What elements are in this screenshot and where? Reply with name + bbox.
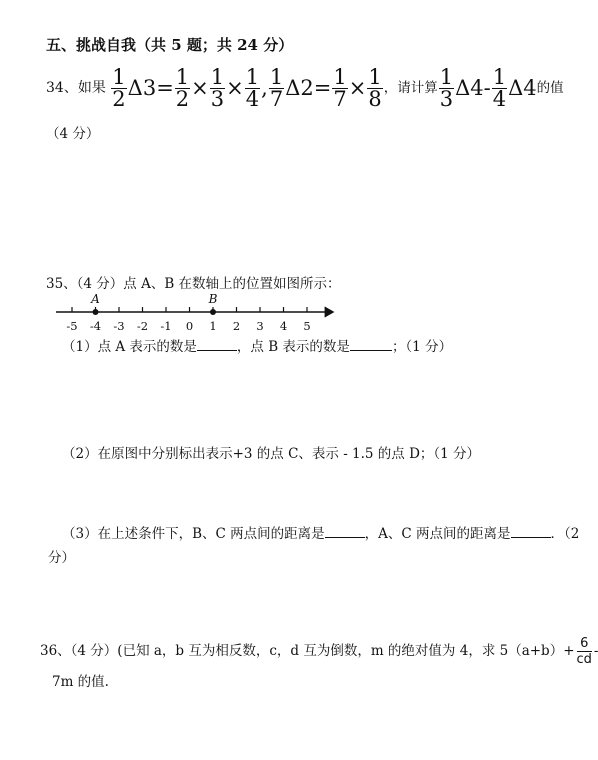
comma: , <box>261 76 268 100</box>
q35-part1-b: ，点 B 表示的数是 <box>236 339 350 355</box>
tick-marks <box>72 307 307 312</box>
tick-label: -3 <box>113 319 125 333</box>
fraction-calc-1-4: $\frac{1}{4}$ <box>492 64 507 111</box>
fraction-1-8: $\frac{1}{8}$ <box>368 64 382 111</box>
tick-label: 0 <box>185 319 194 333</box>
tick-label: 4 <box>279 319 288 333</box>
q35-part3-a: （3）在上述条件下，B、C 两点间的距离是 <box>62 526 325 542</box>
fraction-1-7b: $\frac{1}{7}$ <box>333 64 347 111</box>
fraction-1-4: $\frac{1}{4}$ <box>245 64 260 111</box>
q36-line1-b <box>594 643 598 659</box>
q35-part3-points: 分） <box>48 550 75 566</box>
point-b-dot <box>210 309 216 315</box>
q34-value-text: 的值 <box>536 80 564 96</box>
tick-label: 5 <box>303 319 311 333</box>
point-b-label: B <box>208 292 218 306</box>
tick-label: -5 <box>66 319 78 333</box>
point-a-label: A <box>91 292 100 306</box>
times-sign: × <box>191 76 209 100</box>
point-a-dot <box>93 309 99 315</box>
fraction-1-2b: $\frac{1}{2}$ <box>175 64 190 111</box>
op-delta4b: Δ4 <box>508 76 537 100</box>
op-delta2: Δ2 <box>285 76 314 100</box>
section-title: 五、挑战自我（共 5 题；共 24 分） <box>46 36 294 54</box>
equals-sign: = <box>156 76 174 100</box>
answer-blank-b[interactable] <box>350 337 392 351</box>
tick-label: 3 <box>256 319 264 333</box>
fraction-1-7a: $\frac{1}{7}$ <box>269 64 284 111</box>
fraction-1-3: $\frac{1}{3}$ <box>210 64 225 111</box>
fraction-6-cd: $\frac{6}{cd}$ <box>576 636 592 667</box>
answer-blank-bc[interactable] <box>325 524 365 538</box>
answer-blank-a[interactable] <box>197 337 237 351</box>
question-36 <box>40 631 598 671</box>
times-sign: × <box>226 76 244 100</box>
answer-blank-ac[interactable] <box>511 524 551 538</box>
q35-part2: （2）在原图中分别标出表示+3 的点 C、表示 - 1.5 的点 D；（1 分） <box>62 446 481 462</box>
q34-if-text: 如果 <box>77 80 106 96</box>
number-line <box>50 288 350 334</box>
q35-intro: 35、（4 分）点 A、B 在数轴上的位置如图所示： <box>46 276 341 292</box>
op-delta3: Δ3 <box>127 76 157 100</box>
q34-points: （4 分） <box>46 126 100 142</box>
tick-label: 2 <box>232 319 241 333</box>
minus-sign: - <box>483 76 491 100</box>
fraction-1-2: $\frac{1}{2}$ <box>112 64 126 111</box>
times-sign: × <box>348 76 367 100</box>
tick-label: -2 <box>136 319 149 333</box>
q35-part3 <box>62 522 579 542</box>
tick-label: -1 <box>160 319 172 333</box>
q35-part3-b: ，A、C 两点间的距离是 <box>364 526 511 542</box>
fraction-calc-1-3: $\frac{1}{3}$ <box>439 64 454 111</box>
equals-sign: = <box>313 76 332 100</box>
q34-number: 34、 <box>46 80 78 96</box>
tick-label: 1 <box>209 319 217 333</box>
q35-part1 <box>62 335 452 355</box>
tick-label: -4 <box>89 319 102 333</box>
q35-part1-a: （1）点 A 表示的数是 <box>62 339 197 355</box>
q36-line1-a: 36、（4 分）(已知 a，b 互为相反数，c，d 互为倒数，m 的绝对值为 4，求 5（a+b）+ <box>40 643 575 659</box>
q35-part3-c: ．（2 <box>550 526 580 542</box>
tick-labels <box>66 319 310 333</box>
q36-line2: 7m 的值. <box>52 674 109 690</box>
question-34 <box>46 64 564 112</box>
q35-part1-c: ；（1 分） <box>391 339 453 355</box>
op-delta4a: Δ4 <box>455 76 484 100</box>
q34-ask-text: ，请计算 <box>383 80 438 96</box>
